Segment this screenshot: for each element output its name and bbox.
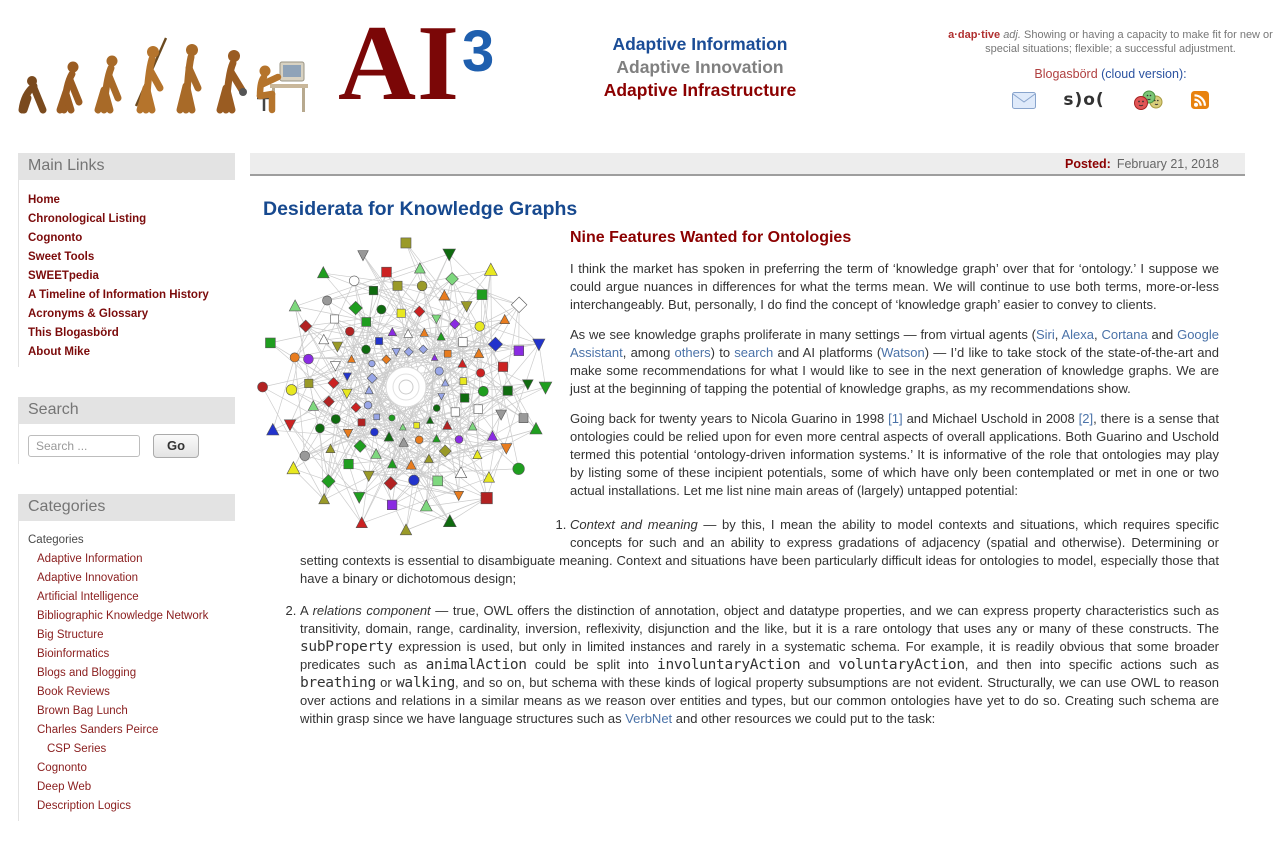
email-icon[interactable]	[1012, 92, 1036, 109]
definition-term: a·dap·tive	[948, 29, 1000, 41]
article-body	[250, 229, 1245, 728]
definition-pos: adj.	[1003, 29, 1021, 41]
blogasbord-link[interactable]: Blogasbörd	[1034, 67, 1097, 81]
category-link[interactable]: Deep Web	[37, 781, 91, 793]
emphasis-text: Context and meaning	[570, 517, 698, 532]
community-icon[interactable]	[1132, 89, 1164, 111]
site-logo[interactable]	[338, 10, 495, 118]
inline-link[interactable]: [2]	[1079, 411, 1093, 426]
cloud-version-line	[948, 67, 1273, 81]
category-link-item[interactable]	[28, 625, 235, 644]
sidebar	[18, 153, 235, 851]
category-link-item[interactable]	[28, 606, 235, 625]
section-heading: Nine Features Wanted for Ontologies	[250, 229, 1219, 247]
categories-heading: Categories	[18, 494, 235, 521]
sidebar-link-item[interactable]	[28, 285, 235, 304]
header-right-column	[948, 28, 1273, 111]
posted-label: Posted:	[1065, 157, 1111, 171]
list-item: 1. Context and meaning — by this, I mean the ability to model contexts and situations, which requires specific concepts for such and an ability to express gradations of adjacency (spatial and otherwise). Determining or setting contexts is essential to disambiguate meaning. Context and situations have been particularly difficult ideas for ontologies to model, especially those that have a binary or dichotomous design;	[300, 516, 1219, 588]
sidebar-link[interactable]: Cognonto	[28, 232, 82, 244]
definition-body: Showing or having a capacity to make fit for new or special situations; flexible; a successful adjustment.	[985, 29, 1273, 55]
category-link[interactable]: Bibliographic Knowledge Network	[37, 610, 208, 622]
category-link[interactable]: Description Logics	[37, 800, 131, 812]
sidebar-link[interactable]: SWEETpedia	[28, 270, 99, 282]
inline-link[interactable]: VerbNet	[625, 711, 672, 726]
inline-link[interactable]: Alexa	[1062, 327, 1095, 342]
rss-icon[interactable]	[1191, 91, 1209, 109]
inline-link[interactable]: search	[734, 345, 773, 360]
category-link-item[interactable]	[28, 663, 235, 682]
category-link-item[interactable]	[28, 720, 235, 739]
code-term: subProperty	[300, 639, 393, 655]
tagline-innovation: Adaptive Innovation	[575, 56, 825, 79]
adaptive-definition	[948, 28, 1273, 56]
sidebar-link-item[interactable]	[28, 228, 235, 247]
posted-date: February 21, 2018	[1117, 157, 1219, 171]
category-link[interactable]: Bioinformatics	[37, 648, 109, 660]
category-link[interactable]: CSP Series	[47, 743, 106, 755]
sidebar-link-item[interactable]	[28, 190, 235, 209]
categories-section	[18, 494, 235, 821]
search-input[interactable]	[28, 435, 140, 457]
sidebar-link[interactable]: Chronological Listing	[28, 213, 146, 225]
sidebar-link[interactable]: About Mike	[28, 346, 90, 358]
code-term: breathing	[300, 675, 376, 691]
category-link-item[interactable]	[28, 777, 235, 796]
categories-label: Categories	[28, 531, 235, 549]
tagline-infrastructure: Adaptive Infrastructure	[575, 79, 825, 102]
sidebar-link-item[interactable]	[28, 209, 235, 228]
sidebar-link[interactable]: Home	[28, 194, 60, 206]
inline-link[interactable]: [1]	[888, 411, 902, 426]
inline-link[interactable]: others	[675, 345, 711, 360]
sidebar-link-item[interactable]	[28, 247, 235, 266]
category-link[interactable]: Blogs and Blogging	[37, 667, 136, 679]
inline-link[interactable]: Watson	[881, 345, 925, 360]
cloud-version-label: (cloud version):	[1098, 67, 1187, 81]
inline-link[interactable]: Google Assistant	[570, 327, 1219, 360]
category-link-item[interactable]	[28, 682, 235, 701]
site-header	[0, 0, 1280, 150]
inline-link[interactable]: Siri	[1036, 327, 1055, 342]
sidebar-link-item[interactable]	[28, 266, 235, 285]
post-title: Desiderata for Knowledge Graphs	[263, 198, 1245, 221]
category-link-item[interactable]	[28, 701, 235, 720]
sidebar-link-item[interactable]	[28, 304, 235, 323]
evolution-of-man-image	[8, 10, 310, 120]
search-go-button[interactable]: Go	[153, 434, 199, 458]
sidebar-link[interactable]: This Blogasbörd	[28, 327, 119, 339]
code-term: animalAction	[426, 657, 527, 673]
category-link-item[interactable]	[28, 796, 235, 815]
knowledge-graph-image	[258, 235, 554, 550]
sidebar-link-item[interactable]	[28, 342, 235, 361]
category-link[interactable]: Artificial Intelligence	[37, 591, 139, 603]
search-heading: Search	[18, 397, 235, 424]
emphasis-text: relations component	[313, 603, 431, 618]
logo-cubed-text: 3	[462, 19, 495, 84]
sioc-icon[interactable]: s)o(	[1063, 90, 1104, 110]
main-content	[250, 153, 1245, 742]
category-link[interactable]: Brown Bag Lunch	[37, 705, 128, 717]
search-section	[18, 397, 235, 464]
category-link-item[interactable]	[28, 549, 235, 568]
category-link-item[interactable]	[28, 587, 235, 606]
category-link[interactable]: Book Reviews	[37, 686, 110, 698]
category-link-item[interactable]	[28, 644, 235, 663]
paragraph: Going back for twenty years to Nicola Guarino in 1998 [1] and Michael Uschold in 2008 [2], there is a sense that ontologies could be relied upon for even more central aspects of overall applications. Both Guarino and Uschold termed this potential ‘ontology-driven information systems.’ It is informative of the role that ontologies may play by listing some of these incipient potentials, some of which have only been contemplated or met in one or two actual installations. Let me list nine main areas of (largely) untapped potential:	[250, 410, 1219, 500]
sidebar-link[interactable]: Acronyms & Glossary	[28, 308, 148, 320]
category-link[interactable]: Cognonto	[37, 762, 87, 774]
code-term: voluntaryAction	[838, 657, 964, 673]
main-links-heading: Main Links	[18, 153, 235, 180]
paragraph: I think the market has spoken in preferring the term of ‘knowledge graph’ over that for ‘ontology.’ I suppose we could argue nuances in differences for what the terms mean. We will continue to use both terms, more-or-less interchangeably. But, personally, I do find the concept of ‘knowledge graph’ easier to convey to clients.	[250, 260, 1219, 314]
category-link[interactable]: Charles Sanders Peirce	[37, 724, 158, 736]
category-link[interactable]: Adaptive Information	[37, 553, 142, 565]
category-link[interactable]: Big Structure	[37, 629, 103, 641]
posted-bar	[250, 153, 1245, 176]
code-term: involuntaryAction	[657, 657, 800, 673]
sidebar-link[interactable]: A Timeline of Information History	[28, 289, 209, 301]
sidebar-link-item[interactable]	[28, 323, 235, 342]
category-link-item[interactable]	[28, 739, 235, 758]
main-links-list	[28, 190, 235, 361]
inline-link[interactable]: Cortana	[1101, 327, 1147, 342]
logo-ai-text: AI	[338, 4, 460, 123]
paragraph: As we see knowledge graphs proliferate in many settings — from virtual agents (Siri, Alexa, Cortana and Google Assistant, among others) to search and AI platforms (Watson) — I’d like to take stock of the state-of-the-art and make some recommendations for what I would like to see in the next generation of knowledge graphs. We are just at the beginning of tapping the potential of knowledge graphs, as my recommendations show.	[250, 326, 1219, 398]
sidebar-link[interactable]: Sweet Tools	[28, 251, 94, 263]
main-links-section	[18, 153, 235, 367]
category-link-item[interactable]	[28, 568, 235, 587]
categories-list	[28, 549, 235, 815]
category-link-item[interactable]	[28, 758, 235, 777]
taglines	[575, 33, 825, 102]
category-link[interactable]: Adaptive Innovation	[37, 572, 138, 584]
tagline-information: Adaptive Information	[575, 33, 825, 56]
code-term: walking	[396, 675, 455, 691]
feed-icons-row	[948, 89, 1273, 111]
list-item: 2. A relations component — true, OWL offers the distinction of annotation, object and datatype properties, and we can express property characteristics such as transitivity, domain, range, cardinality, inversion, reflexivity, disjunction and the like, but it is a rare ontology that uses any or many of these constructs. The subProperty expression is used, but only in limited instances and rarely in a systematic schema. For example, it is readily obvious that some broader predicates such as animalAction could be split into involuntaryAction and voluntaryAction, and then into specific actions such as breathing or walking, and so on, but schema with these kinds of logical property subsumptions are not evident. Structurally, we can use OWL to reason over actions and relations in a similar means as we reason over entities and types, but our common ontologies have yet to do so. Creating such schema are within grasp since we have language structures such as VerbNet and other resources we could put to the task:	[300, 602, 1219, 728]
